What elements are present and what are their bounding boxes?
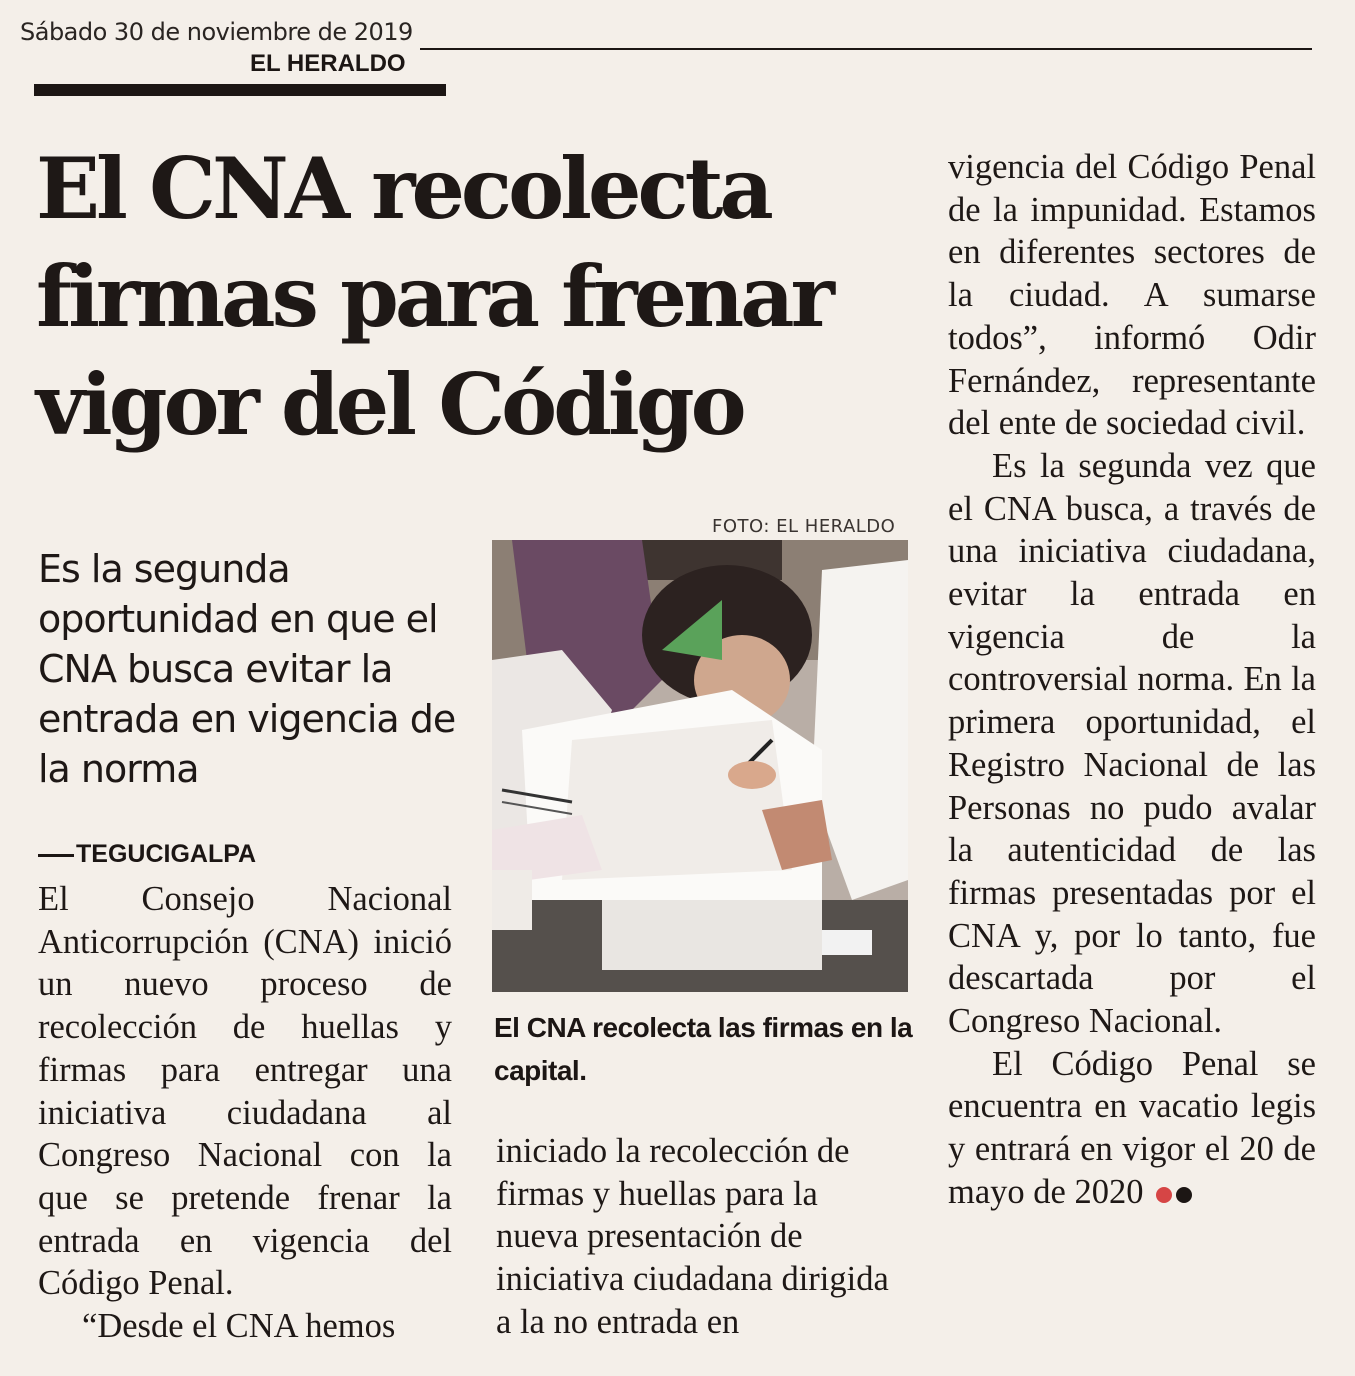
body-paragraph: Es la segunda vez que el CNA busca, a través de una iniciativa ciudadana, evitar la entrada en vigencia de la controversial norma. En la primera oportunidad, el Registro Nacional de las Personas no pudo avalar la autenticidad de las firmas presentadas por el CNA y, por lo tanto, fue descartada por el Congreso Nacional. xyxy=(948,446,1316,1041)
article-photo xyxy=(492,540,908,992)
body-paragraph: “Desde el CNA hemos xyxy=(82,1307,396,1346)
body-column-1 xyxy=(38,878,452,1348)
article-headline: El CNA recolecta firmas para frenar vigor del Código xyxy=(36,139,831,454)
newspaper-name: EL HERALDO xyxy=(250,50,406,77)
end-mark-black-icon xyxy=(1176,1187,1192,1203)
photo-caption: El CNA recolecta las firmas en la capital. xyxy=(494,1012,913,1086)
body-paragraph-final xyxy=(948,1043,1316,1214)
body-column-3 xyxy=(948,146,1316,1214)
header-rule-thick xyxy=(34,84,446,96)
dateline xyxy=(38,840,256,869)
body-paragraph: iniciado la recolección de firmas y huellas para la nueva presentación de iniciativa ciudadana dirigida a la no entrada en xyxy=(496,1132,889,1341)
end-mark-red-icon xyxy=(1156,1187,1172,1203)
dateline-dash xyxy=(38,854,74,857)
publication-date: Sábado 30 de noviembre de 2019 xyxy=(20,18,413,46)
article-deck: Es la segunda oportunidad en que el CNA busca evitar la entrada en vigencia de la norma xyxy=(38,547,456,791)
dateline-city: TEGUCIGALPA xyxy=(76,840,257,868)
body-paragraph: vigencia del Código Penal de la impunidad. Estamos en diferentes sectores de la ciudad. A sumarse todos”, informó Odir Fernández, representante del ente de sociedad civil. xyxy=(948,148,1316,443)
body-column-2 xyxy=(496,1130,908,1344)
header-rule-thin xyxy=(420,48,1312,50)
body-paragraph-text: El Código Penal se encuentra en vacatio legis y entrará en vigor el 20 de mayo de 2020 xyxy=(948,1044,1316,1211)
body-paragraph: El Consejo Nacional Anticorrupción (CNA) inició un nuevo proceso de recolección de huellas y firmas para entregar una iniciativa ciudadana al Congreso Nacional con la que se pretende frenar la entrada en vigencia del Código Penal. xyxy=(38,880,452,1303)
photo-credit: FOTO: EL HERALDO xyxy=(712,516,896,537)
